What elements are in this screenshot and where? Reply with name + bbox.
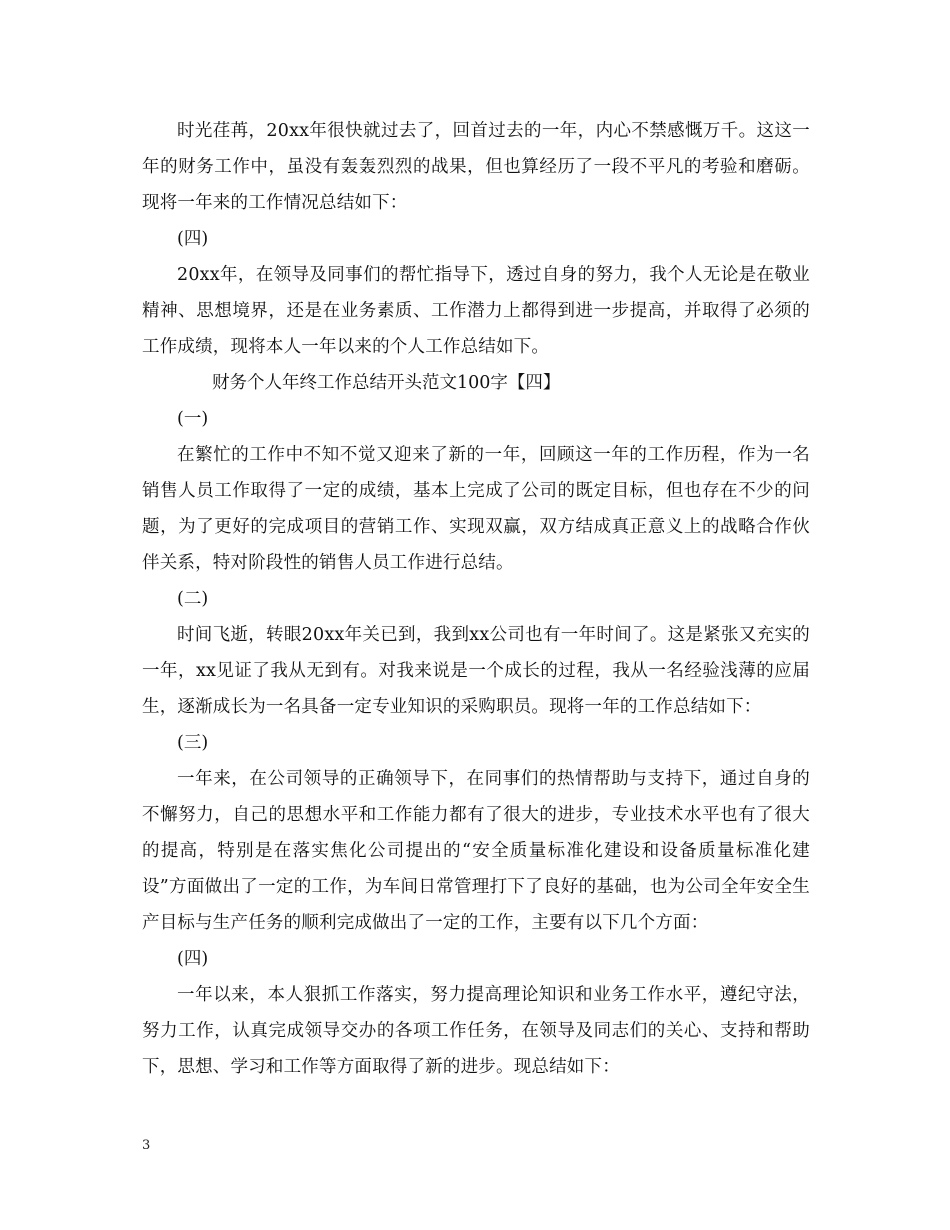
document-body bbox=[142, 113, 810, 1085]
paragraph-2: 时间飞逝，转眼20xx年关已到，我到xx公司也有一年时间了。这是紧张又充实的一年，xx见证了我从无到有。对我来说是一个成长的过程，我从一名经验浅薄的应届生，逐渐成长为一名具备一定专业知识的采购职员。现将一年的工作总结如下： bbox=[142, 625, 810, 717]
paragraph-4b: 一年以来，本人狠抓工作落实，努力提高理论知识和业务工作水平，遵纪守法，努力工作，认真完成领导交办的各项工作任务，在领导及同志们的关心、支持和帮助下，思想、学习和工作等方面取得了新的进步。现总结如下： bbox=[142, 985, 810, 1077]
paragraph-3: 一年来，在公司领导的正确领导下，在同事们的热情帮助与支持下，通过自身的不懈努力，自己的思想水平和工作能力都有了很大的进步，专业技术水平也有了很大的提高，特别是在落实焦化公司提出的“安全质量标准化建设和设备质量标准化建设”方面做出了一定的工作，为车间日常管理打下了良好的基础，也为公司全年安全生产目标与生产任务的顺利完成做出了一定的工作，主要有以下几个方面： bbox=[142, 769, 810, 933]
section-label-2: (二) bbox=[177, 589, 209, 609]
section-label-4b: (四) bbox=[177, 949, 209, 969]
paragraph-intro: 时光荏苒，20xx年很快就过去了，回首过去的一年，内心不禁感慨万千。这这一年的财务工作中，虽没有轰轰烈烈的战果，但也算经历了一段不平凡的考验和磨砺。现将一年来的工作情况总结如下： bbox=[142, 121, 810, 213]
section-label-4a: (四) bbox=[177, 229, 209, 249]
section-label-3: (三) bbox=[177, 733, 209, 753]
paragraph-4a: 20xx年，在领导及同事们的帮忙指导下，透过自身的努力，我个人无论是在敬业精神、思想境界，还是在业务素质、工作潜力上都得到进一步提高，并取得了必须的工作成绩，现将本人一年以来的个人工作总结如下。 bbox=[142, 265, 810, 357]
section-label-1: (一) bbox=[177, 409, 209, 429]
paragraph-1: 在繁忙的工作中不知不觉又迎来了新的一年，回顾这一年的工作历程，作为一名销售人员工作取得了一定的成绩，基本上完成了公司的既定目标，但也存在不少的问题，为了更好的完成项目的营销工作、实现双赢，双方结成真正意义上的战略合作伙伴关系，特对阶段性的销售人员工作进行总结。 bbox=[142, 445, 810, 573]
page-number: 3 bbox=[142, 1138, 151, 1153]
section-heading: 财务个人年终工作总结开头范文100字【四】 bbox=[212, 373, 561, 393]
